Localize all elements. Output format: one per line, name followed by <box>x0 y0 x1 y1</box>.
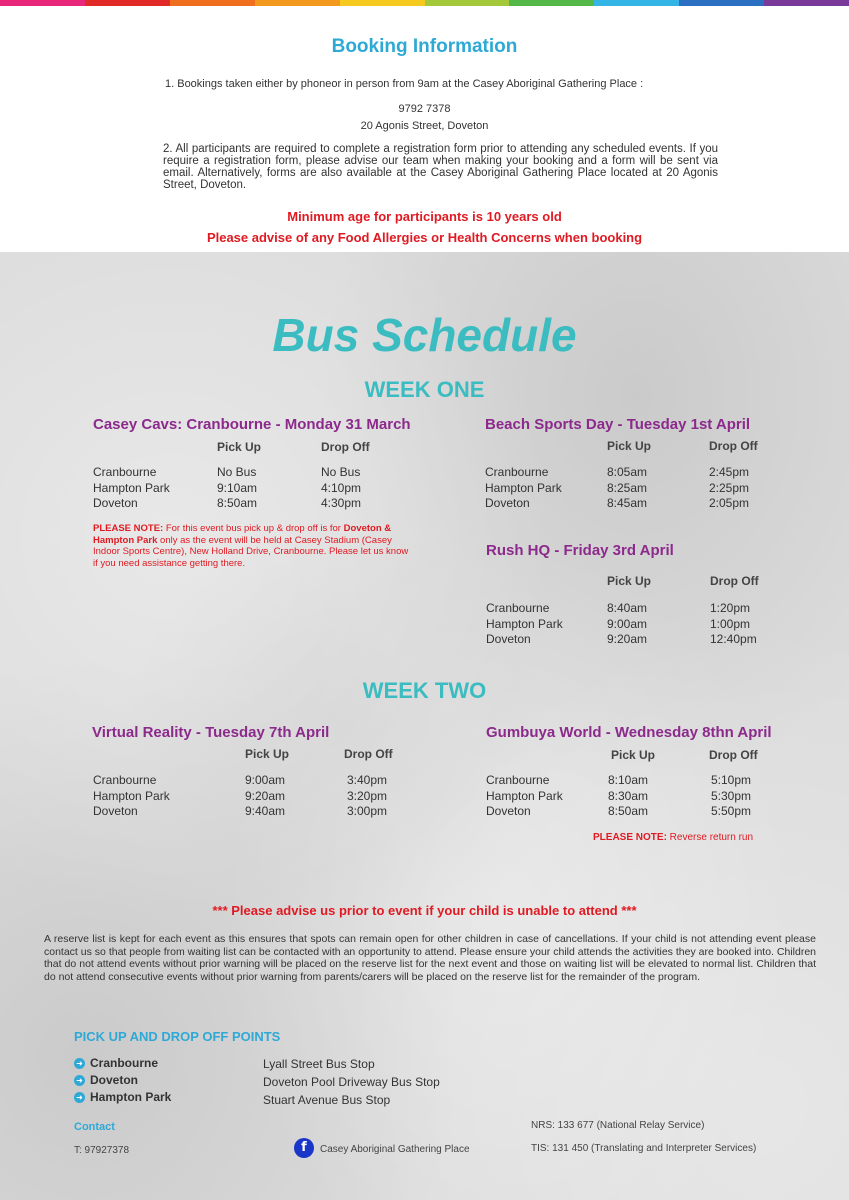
pickup-point <box>74 1056 158 1070</box>
attendance-warning: *** Please advise us prior to event if your child is unable to attend *** <box>212 903 637 918</box>
pick-up-column <box>607 465 647 512</box>
location-cell: Hampton Park <box>485 480 562 495</box>
pick-up-cell: 9:20am <box>245 788 286 803</box>
event-title: Gumbuya World - Wednesday 8thn April <box>486 724 772 741</box>
note-label: PLEASE NOTE: <box>93 523 164 534</box>
pick-up-cell: 9:10am <box>217 480 258 495</box>
drop-off-cell: 1:20pm <box>710 601 751 615</box>
drop-off-cell: 2:05pm <box>709 496 750 510</box>
bus-stop: Doveton Pool Driveway Bus Stop <box>263 1075 440 1089</box>
location-cell: Doveton <box>93 804 138 818</box>
drop-off-column <box>709 465 749 512</box>
pick-up-cell: 8:30am <box>608 788 649 803</box>
pick-up-cell: 8:45am <box>607 496 648 510</box>
location-cell: Cranbourne <box>93 773 157 787</box>
pick-up-header: Pick Up <box>217 440 262 454</box>
drop-off-header: Drop Off <box>321 440 370 454</box>
pick-up-header: Pick Up <box>607 574 652 588</box>
arrow-circle-icon: ➜ <box>74 1058 85 1069</box>
event-note <box>93 523 413 569</box>
drop-off-cell: 3:00pm <box>347 804 388 818</box>
event-title: Beach Sports Day - Tuesday 1st April <box>485 416 751 433</box>
pick-up-column <box>608 773 648 820</box>
booking-item-1: 1. Bookings taken either by phoneor in person from 9am at the Casey Aboriginal Gathering Place : <box>165 78 644 90</box>
pick-up-column <box>607 601 647 648</box>
event-title: Virtual Reality - Tuesday 7th April <box>92 724 330 741</box>
location-column <box>93 465 170 512</box>
pickup-point <box>74 1073 138 1087</box>
location-cell: Cranbourne <box>485 465 549 479</box>
pickup-point <box>74 1090 171 1104</box>
week-two-heading: WEEK TWO <box>362 678 487 703</box>
pick-up-cell: 9:40am <box>245 804 286 818</box>
drop-off-cell: 3:40pm <box>347 773 388 787</box>
facebook-icon[interactable]: f <box>294 1138 314 1158</box>
bus-stop: Lyall Street Bus Stop <box>263 1057 375 1071</box>
booking-item-2: 2. All participants are required to complete a registration form prior to attending any scheduled events. If you require a registration form, please advise our team when making your booking and a form will be sent via email. Alternatively, forms are also available at the Casey Aboriginal Gathering Place located at 20 Agonis Street, Doveton. <box>163 143 718 191</box>
location-cell: Cranbourne <box>93 465 157 479</box>
drop-off-cell: 5:10pm <box>711 773 752 787</box>
nrs-info: NRS: 133 677 (National Relay Service) <box>531 1120 705 1131</box>
booking-address: 20 Agonis Street, Doveton <box>360 120 489 132</box>
note-text: For this event bus pick up & drop off is for <box>163 523 344 534</box>
drop-off-column <box>321 465 361 512</box>
week-one-heading: WEEK ONE <box>364 377 485 402</box>
drop-off-cell: 4:10pm <box>321 480 362 495</box>
pick-up-header: Pick Up <box>611 748 656 762</box>
drop-off-cell: 1:00pm <box>710 616 751 631</box>
location-column <box>485 465 562 512</box>
location-cell: Doveton <box>93 496 138 510</box>
location-cell: Cranbourne <box>486 773 550 787</box>
pick-up-cell: 8:05am <box>607 465 648 479</box>
pick-up-column <box>245 773 285 820</box>
drop-off-cell: 5:30pm <box>711 788 752 803</box>
pick-up-cell: No Bus <box>217 465 257 479</box>
location-cell: Doveton <box>485 496 530 510</box>
location-column <box>486 773 563 820</box>
bus-schedule-title: Bus Schedule <box>272 309 577 361</box>
location-cell: Doveton <box>486 804 531 818</box>
pick-up-cell: 8:10am <box>608 773 649 787</box>
pickup-point-name: Hampton Park <box>90 1090 172 1104</box>
event-title: Casey Cavs: Cranbourne - Monday 31 March <box>93 416 411 433</box>
drop-off-cell: 3:20pm <box>347 788 388 803</box>
pick-up-header: Pick Up <box>245 747 290 761</box>
drop-off-header: Drop Off <box>709 439 758 453</box>
booking-title: Booking Information <box>331 36 518 57</box>
drop-off-cell: 5:50pm <box>711 804 752 818</box>
note-bold: Doveton & Hampton Park <box>93 523 392 546</box>
event-title: Rush HQ - Friday 3rd April <box>486 542 674 559</box>
location-cell: Hampton Park <box>486 788 563 803</box>
drop-off-cell: No Bus <box>321 465 361 479</box>
pickup-points-title: PICK UP AND DROP OFF POINTS <box>74 1029 281 1044</box>
pick-up-cell: 9:00am <box>245 773 286 787</box>
arrow-circle-icon: ➜ <box>74 1092 85 1103</box>
drop-off-cell: 2:45pm <box>709 465 750 479</box>
pickup-point-name: Doveton <box>90 1073 138 1087</box>
tis-info: TIS: 131 450 (Translating and Interpreter Services) <box>531 1143 757 1154</box>
drop-off-column <box>711 773 751 820</box>
pick-up-column <box>217 465 257 512</box>
location-cell: Hampton Park <box>486 616 563 631</box>
drop-off-cell: 12:40pm <box>710 632 757 646</box>
contact-phone: T: 97927378 <box>74 1145 130 1156</box>
drop-off-column <box>347 773 387 820</box>
drop-off-column <box>710 601 757 648</box>
location-cell: Doveton <box>486 632 531 646</box>
pick-up-cell: 9:00am <box>607 616 648 631</box>
pick-up-cell: 8:40am <box>607 601 648 615</box>
event-note <box>593 832 833 844</box>
pick-up-header: Pick Up <box>607 439 652 453</box>
booking-phone: 9792 7378 <box>398 103 451 115</box>
pick-up-cell: 9:20am <box>607 632 648 646</box>
location-cell: Hampton Park <box>93 480 170 495</box>
pick-up-cell: 8:50am <box>217 496 258 510</box>
arrow-circle-icon: ➜ <box>74 1075 85 1086</box>
drop-off-cell: 2:25pm <box>709 480 750 495</box>
pick-up-cell: 8:50am <box>608 804 649 818</box>
location-column <box>486 601 563 648</box>
bus-stop: Stuart Avenue Bus Stop <box>263 1093 391 1107</box>
allergies-notice: Please advise of any Food Allergies or Health Concerns when booking <box>206 230 643 245</box>
note-text: Reverse return run <box>666 832 754 843</box>
note-label: PLEASE NOTE: <box>593 832 667 843</box>
drop-off-header: Drop Off <box>710 574 759 588</box>
drop-off-cell: 4:30pm <box>321 496 362 510</box>
location-cell: Hampton Park <box>93 788 170 803</box>
location-column <box>93 773 170 820</box>
reserve-list-paragraph: A reserve list is kept for each event as this ensures that spots can remain open for other children in case of cancellations. If your child is not attending event please contact us so that people from waiting list can be contacted with an opportunity to attend. Please ensure your child attends the activities they are booked into. Children that do not attend events without prior warning will be placed on the reserve list for the next event and those on waiting list will be elevated to normal list. Children that do not attend consecutive events without prior warning from parents/carers will be placed on the reserve list for the remainder of the program. <box>44 933 816 983</box>
drop-off-header: Drop Off <box>344 747 393 761</box>
note-rest: only as the event will be held at Casey Stadium (Casey Indoor Sports Centre), New Holland Drive, Cranbourne. Please let us know if you need assistance getting there. <box>93 534 409 569</box>
pickup-point-name: Cranbourne <box>90 1056 159 1070</box>
drop-off-header: Drop Off <box>709 748 758 762</box>
facebook-link[interactable]: Casey Aboriginal Gathering Place <box>320 1144 470 1155</box>
location-cell: Cranbourne <box>486 601 550 615</box>
min-age-notice: Minimum age for participants is 10 years old <box>287 209 562 224</box>
contact-title: Contact <box>74 1121 115 1133</box>
pick-up-cell: 8:25am <box>607 480 648 495</box>
